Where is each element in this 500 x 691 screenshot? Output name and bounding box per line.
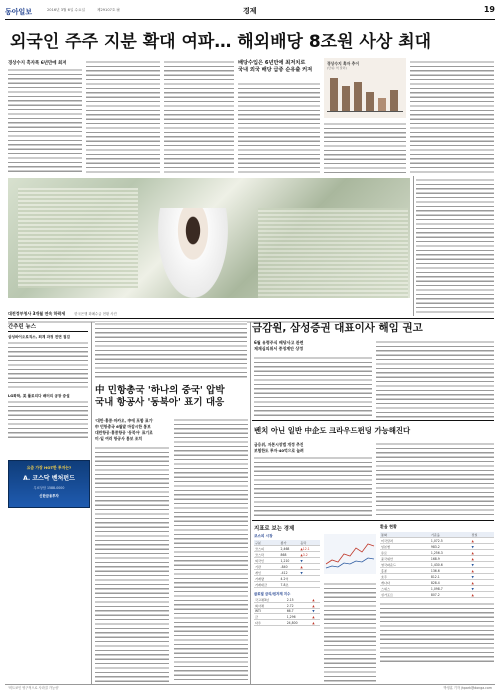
table-cell: 812.1 <box>430 574 471 580</box>
table-cell: 828.4 <box>430 580 471 586</box>
lead-body-col4 <box>238 82 320 174</box>
chart-unit: (단위: 억 달러) <box>327 66 347 70</box>
lead-body-col1 <box>8 68 82 174</box>
table-cell: 다우 <box>254 620 286 626</box>
fx-table-block <box>380 524 494 662</box>
table-cell: -840 <box>280 564 300 570</box>
table-cell: ▲ <box>299 564 320 570</box>
chart-bar <box>378 98 386 112</box>
global-title: 글로벌 금리/원자재 지수 <box>254 592 291 596</box>
chart-bar <box>342 86 350 112</box>
table-cell: 기관 <box>254 564 280 570</box>
brief-body-2 <box>8 400 88 440</box>
table-cell: 868 <box>280 552 300 558</box>
table-cell: ▲ <box>471 538 495 544</box>
table-cell: 스위스 <box>380 586 430 592</box>
lead-subhead-1: 배당수입은 6년만에 최저치로 <box>238 60 306 66</box>
table-cell: ▲ <box>311 603 320 609</box>
brief-item-1: 삼성바이오로직스, 회계 과정 전면 점검 <box>8 335 70 339</box>
brief-item-2: LG화학, 美 플로리다 배터리 공장 증설 <box>8 394 70 398</box>
story4-body-col1 <box>95 446 169 682</box>
chart-bar <box>390 90 398 112</box>
table-cell: ▼ <box>471 562 495 568</box>
lead-subhead-2: 국내 외국 배당 급증 순유출 커져 <box>238 67 313 73</box>
masthead-rule <box>5 19 495 20</box>
table-cell: 2.15 <box>286 597 312 603</box>
table-cell: 1,072.5 <box>430 538 471 544</box>
story4-divider <box>91 322 92 684</box>
story3-deck-2: 보험한도 투자·40억으로 늘려 <box>254 448 304 453</box>
table-cell: 영국파운드 <box>380 562 430 568</box>
footer-left: '비트코인 영구적으로 사라질 가능성' <box>8 686 59 690</box>
table-cell: ▲ <box>471 580 495 586</box>
story2-headline-display: 금감원, 삼성증권 대표이사 해임 권고 <box>252 322 423 334</box>
table-cell: 1,098.7 <box>430 586 471 592</box>
lead-body-col5 <box>324 122 406 174</box>
markets-rule <box>252 520 494 521</box>
story2-divider <box>413 176 414 316</box>
header-cell: 통화 <box>380 532 430 538</box>
header-cell: 종가 <box>280 540 300 546</box>
ad-line1: 요즘 가장 HOT한 투자는? <box>26 465 72 470</box>
briefs-title: 간추린 뉴스 <box>8 322 88 332</box>
table-cell: ▲ <box>311 597 320 603</box>
markets-title: 지표로 보는 경제 <box>254 526 295 532</box>
ad-line3: 무료상담 1588-0000 <box>33 486 65 490</box>
story2-deck-1: 6월 유령주식 배당사고 관련 <box>254 340 304 345</box>
center-top-col <box>95 322 247 380</box>
right-divider <box>250 322 251 684</box>
table-cell: ▲ <box>311 620 320 626</box>
table-row <box>254 582 320 588</box>
story4-deck <box>95 418 171 442</box>
table-cell: 거래대금 <box>254 582 280 588</box>
ad-banner[interactable] <box>8 460 90 508</box>
table-cell: 66.7 <box>286 609 312 614</box>
table-cell: 1,256.3 <box>430 550 471 556</box>
chart-bar <box>366 92 374 112</box>
table-cell: 캐나다 <box>380 580 430 586</box>
table-cell: 호주 <box>380 574 430 580</box>
footer-rule <box>5 684 495 685</box>
briefs-section <box>8 322 88 440</box>
lead-subheads <box>238 60 320 74</box>
story2-body-col1 <box>254 356 372 418</box>
story4 <box>95 385 247 409</box>
table-cell: 4.2억 <box>280 576 300 582</box>
lead-body-col6 <box>410 60 494 174</box>
current-account-chart <box>324 58 406 118</box>
table-cell: ▲3.2 <box>299 552 320 558</box>
table-cell: 7.8조 <box>280 582 300 588</box>
table-cell: 코스닥 <box>254 552 280 558</box>
table-cell: ▲ <box>471 592 495 598</box>
table-cell: 1,296 <box>286 614 312 620</box>
table-cell: 개인 <box>254 570 280 576</box>
lead-photo <box>8 178 410 298</box>
chart-baseline <box>327 111 403 112</box>
table-cell: 국고채3년 <box>254 597 286 603</box>
lead-headline: 외국인 주주 지분 확대 여파… 해외배당 8조원 사상 최대 <box>10 32 432 52</box>
header-cell: 전일 <box>471 532 495 538</box>
table-cell: 807.2 <box>430 592 471 598</box>
table-cell: ▼ <box>311 609 320 614</box>
lead-body-col3 <box>164 60 234 174</box>
photo-caption-title: 대전정부청사 3개월 연속 하락세 <box>8 311 66 316</box>
story4-deck-1: '대만·홍콩·마카오, 中에 포함 표기' <box>95 418 154 423</box>
market-notes <box>324 582 376 682</box>
table-cell: 983.2 <box>430 544 471 550</box>
story4-deck-2: 中 민항총국 6월말 마감시한 통보 <box>95 424 151 429</box>
table-cell: 중국위안 <box>380 556 430 562</box>
fx-notes <box>380 602 494 662</box>
story3-body-col2 <box>376 442 494 516</box>
table-cell: 일본엔 <box>380 544 430 550</box>
bank-worker-figure <box>158 208 228 298</box>
ad-brand: 신한금융투자 <box>39 494 59 498</box>
table-cell: ▼ <box>471 574 495 580</box>
lead-body-col2 <box>86 60 160 174</box>
table-cell: ▲ <box>471 550 495 556</box>
story4-body-col2 <box>174 418 248 682</box>
header-cell: 기준율 <box>430 532 471 538</box>
story2-deck <box>254 340 372 352</box>
right-top-col <box>416 178 494 314</box>
table-cell: 홍콩 <box>380 568 430 574</box>
photo-caption-text: 한국은행 화폐수급 현황 사진 <box>74 312 117 316</box>
edition-number: 제29107호 ㉵ <box>97 8 121 12</box>
table-cell: 24,800 <box>286 620 312 626</box>
ad-line2: A. 코스닥 벤처펀드 <box>23 475 75 482</box>
table-cell: ▲ <box>471 556 495 562</box>
table-cell: ▲ <box>471 568 495 574</box>
kospi-table-block <box>254 534 320 626</box>
money-stack <box>18 188 138 288</box>
table-cell: WTI <box>254 609 286 614</box>
story3-headline: 벤치 아닌 일반 中企도 크라우드펀딩 가능해진다 <box>254 426 411 435</box>
table-cell: 1,210 <box>280 558 300 564</box>
story4-deck-3: 대만항공·홍콩항공 '동북아' 표기로 <box>95 430 153 435</box>
table-cell: 금 <box>254 614 286 620</box>
table-cell: 유로 <box>380 550 430 556</box>
photo-caption <box>8 300 410 314</box>
story3-deck-1: 금융위, 자본시장법 개정 추진 <box>254 442 304 447</box>
edition-date: 2016년 3월 6일 수요일 <box>47 8 85 12</box>
kospi-title: 코스피 시장 <box>254 534 273 538</box>
table-cell: 168.9 <box>430 556 471 562</box>
story2-body-col2 <box>376 340 494 418</box>
table-cell: ▼ <box>471 544 495 550</box>
footer-right: 박정훈 기자 jhpark@donga.com <box>443 686 492 690</box>
lead-byline: 경상수지 흑자폭 6년만에 최저 <box>8 61 67 66</box>
fx-title: 환율 현황 <box>380 524 397 529</box>
table-cell: 코스피 <box>254 546 280 552</box>
story3-body-col1 <box>254 456 372 516</box>
table-cell: 2.72 <box>286 603 312 609</box>
chart-bar <box>354 82 362 112</box>
story4-headline-2: 국내 항공사 '동북아' 표기 대응 <box>95 397 225 408</box>
table-cell: 1,430.6 <box>430 562 471 568</box>
table-cell: 거래량 <box>254 576 280 582</box>
table-cell: 싱가포르 <box>380 592 430 598</box>
table-cell: ▲ <box>311 614 320 620</box>
table-cell: 미국달러 <box>380 538 430 544</box>
table-row <box>254 620 320 626</box>
table-cell: 2,468 <box>280 546 300 552</box>
table-cell: 136.6 <box>430 568 471 574</box>
table-row <box>380 592 494 598</box>
sparkline-block <box>324 534 376 680</box>
story3-deck <box>254 442 372 454</box>
paper-logo: 동아일보 <box>5 8 33 16</box>
section-rule <box>8 318 494 319</box>
table-cell: ▼ <box>299 558 320 564</box>
table-cell: ▲12.1 <box>299 546 320 552</box>
brief-body-1 <box>8 341 88 391</box>
money-stack <box>258 208 408 298</box>
story4-headline-1: 中 민항총국 '하나의 중국' 압박 <box>95 385 225 396</box>
fx-table <box>380 532 494 598</box>
table-cell <box>299 582 320 588</box>
story3-rule <box>252 420 494 421</box>
chart-title: 경상수지 흑자 추이 <box>327 61 359 66</box>
table-cell: -412 <box>280 570 300 576</box>
masthead <box>5 5 495 19</box>
table-cell: 외국인 <box>254 558 280 564</box>
market-sparkline <box>324 534 376 574</box>
table-cell: ▼ <box>471 586 495 592</box>
header-cell: 등락 <box>299 540 320 546</box>
section-name: 경제 <box>243 7 257 15</box>
story2-deck-2: 제재심의위서 중징계안 상정 <box>254 346 304 351</box>
chart-bar <box>330 78 338 112</box>
table-cell: ▼ <box>299 570 320 576</box>
kospi-table <box>254 540 320 588</box>
header-cell: 구분 <box>254 540 280 546</box>
page-number: 19 <box>483 5 495 14</box>
story4-deck-4: 미·일 여러 항공사 통보 조치 <box>95 436 143 441</box>
table-cell: 회사채 <box>254 603 286 609</box>
global-table <box>254 597 320 626</box>
